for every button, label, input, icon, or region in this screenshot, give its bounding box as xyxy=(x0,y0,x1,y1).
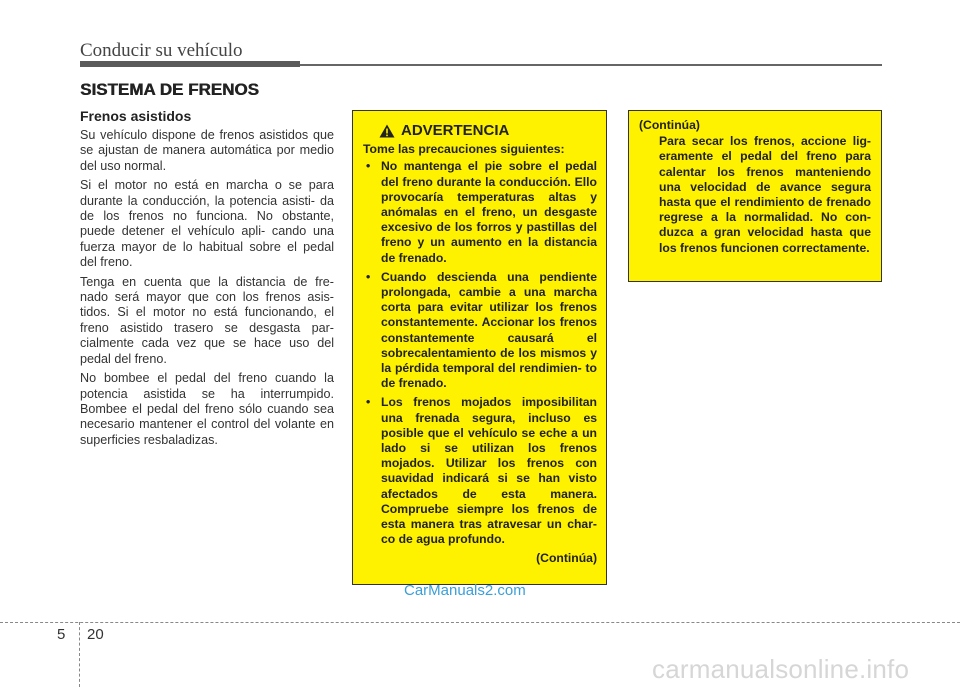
body-text-column xyxy=(80,128,334,452)
header-rule-light xyxy=(300,64,882,66)
site-watermark: carmanualsonline.info xyxy=(652,654,910,684)
body-paragraph: Tenga en cuenta que la distancia de fre- nado será mayor que con los frenos asis- tidos. Si el motor no está funcionando, el freno asistido trasero se desgasta par- cialmente cada vez que se hace uso del pedal del freno. xyxy=(80,274,334,366)
section-number: 5 xyxy=(57,626,66,643)
body-paragraph: Su vehículo dispone de frenos asistidos que se ajustan de manera automática por medio del uso normal. xyxy=(80,128,334,173)
page-number: 20 xyxy=(87,626,104,643)
continuation-heading: (Continúa) xyxy=(639,118,700,132)
body-paragraph: Si el motor no está en marcha o se para durante la conducción, la potencia asisti- da de los frenos no funciona. No obstante, puede detener el vehículo apli- cando una fuerza mayor de lo habitual sobre el pedal del freno. xyxy=(80,178,334,270)
warning-list xyxy=(363,159,597,547)
footer-vertical-divider xyxy=(79,622,80,687)
warning-triangle-icon xyxy=(379,124,395,138)
warning-heading xyxy=(379,123,597,138)
watermark-link[interactable]: CarManuals2.com xyxy=(404,582,526,599)
body-paragraph: No bombee el pedal del freno cuando la potencia asistida se ha interrumpido. Bombee el pedal del freno sólo cuando sea necesario mantener el control del volante en superficies resbaladizas. xyxy=(80,371,334,447)
header-rule-dark xyxy=(80,61,300,67)
continued-label: (Continúa) xyxy=(536,551,597,566)
warning-box xyxy=(352,110,607,585)
warning-item: • No mantenga el pie sobre el pedal del freno durante la conducción. Ello provocaría temperaturas altas y anómalas en el freno, un desgaste excesivo de los forros y pastillas del freno y un aumento en la distancia de frenado. xyxy=(363,159,597,265)
warning-item: • Cuando descienda una pendiente prolongada, cambie a una marcha corta para evitar utilizar los frenos constantemente. Accionar los frenos constantemente causará el sobrecalentamiento de los mismos y la pérdida temporal del rendimien- to de frenado. xyxy=(363,270,597,392)
warning-item: • Los frenos mojados imposibilitan una frenada segura, incluso es posible que el vehículo se eche a un lado si se utilizan los frenos mojados. Utilizar los frenos con suavidad indicará si se han visto afectados de esta manera. Compruebe siempre los frenos de esta manera tras atravesar un char- co de agua profundo. xyxy=(363,395,597,547)
footer-divider xyxy=(0,622,960,623)
continuation-text: Para secar los frenos, accione lig- eramente el pedal del freno para calentar los frenos manteniendo una velocidad de avance segura hasta que el rendimiento de frenado regrese a la normalidad. No con- duzca a gran velocidad hasta que los frenos funcionen correctamente. xyxy=(659,134,871,255)
warning-intro: Tome las precauciones siguientes: xyxy=(363,142,565,157)
subsection-title: Frenos asistidos xyxy=(80,108,192,124)
continuation-box xyxy=(628,110,882,282)
chapter-title: Conducir su vehículo xyxy=(80,40,243,61)
section-title: SISTEMA DE FRENOS xyxy=(80,80,259,99)
warning-heading-text: ADVERTENCIA xyxy=(401,122,510,139)
